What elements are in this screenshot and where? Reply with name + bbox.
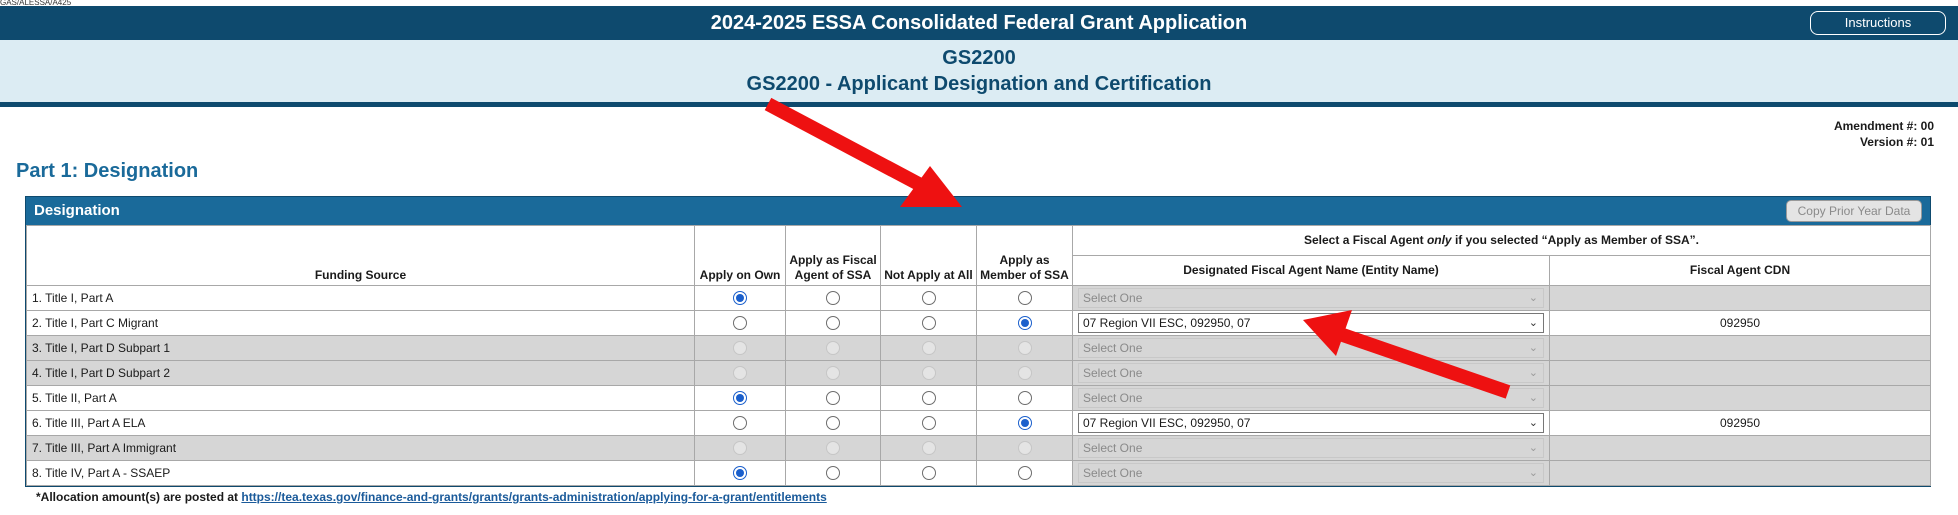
fiscal-agent-cdn-cell	[1550, 461, 1931, 486]
table-row	[27, 461, 1931, 486]
col-header-funding-source: Funding Source	[27, 226, 695, 286]
funding-source-cell: 1. Title I, Part A	[27, 286, 695, 311]
not-apply-radio	[922, 366, 936, 380]
apply-on-own-radio	[733, 366, 747, 380]
chevron-down-icon: ⌄	[1528, 342, 1538, 354]
allocation-footnote	[36, 490, 827, 504]
fiscal-agent-select-value: Select One	[1083, 466, 1143, 480]
col-header-fiscal-agent: Apply as Fiscal Agent of SSA	[786, 226, 881, 286]
schedule-title: GS2200 - Applicant Designation and Certification	[746, 73, 1212, 95]
fiscal-agent-select-value: Select One	[1083, 291, 1143, 305]
table-row	[27, 386, 1931, 411]
copy-prior-year-button[interactable]: Copy Prior Year Data	[1786, 200, 1922, 222]
designation-table	[26, 225, 1931, 486]
fiscal-agent-select-value: Select One	[1083, 391, 1143, 405]
col-header-apply-on-own: Apply on Own	[695, 226, 786, 286]
fiscal-agent-select	[1078, 388, 1544, 408]
fiscal-agent-select-value: Select One	[1083, 366, 1143, 380]
apply-on-own-radio	[733, 441, 747, 455]
fiscal-agent-cdn-cell	[1550, 336, 1931, 361]
not-apply-radio[interactable]	[922, 291, 936, 305]
schedule-code: GS2200	[942, 47, 1016, 69]
fiscal-agent-radio[interactable]	[826, 316, 840, 330]
part-heading: Part 1: Designation	[16, 160, 199, 182]
fiscal-agent-cdn-cell	[1550, 286, 1931, 311]
chevron-down-icon: ⌄	[1528, 417, 1538, 429]
fiscal-agent-select	[1078, 338, 1544, 358]
fiscal-agent-select-value: 07 Region VII ESC, 092950, 07	[1083, 416, 1251, 430]
apply-on-own-radio[interactable]	[733, 316, 747, 330]
member-ssa-radio	[1018, 441, 1032, 455]
fiscal-agent-select[interactable]	[1078, 313, 1544, 333]
fiscal-agent-select	[1078, 363, 1544, 383]
apply-on-own-radio	[733, 341, 747, 355]
not-apply-radio	[922, 441, 936, 455]
fiscal-agent-radio	[826, 366, 840, 380]
fiscal-agent-cdn-cell: 092950	[1550, 311, 1931, 336]
fiscal-agent-select	[1078, 438, 1544, 458]
version-number: Version #: 01	[1859, 135, 1934, 149]
apply-on-own-radio[interactable]	[733, 416, 747, 430]
apply-on-own-radio[interactable]	[733, 391, 747, 405]
table-row	[27, 286, 1931, 311]
funding-source-cell: 7. Title III, Part A Immigrant	[27, 436, 695, 461]
fiscal-agent-radio	[826, 341, 840, 355]
funding-source-cell: 5. Title II, Part A	[27, 386, 695, 411]
arrow-shaft	[768, 104, 930, 190]
member-ssa-radio[interactable]	[1018, 416, 1032, 430]
fiscal-agent-cdn-cell	[1550, 436, 1931, 461]
app-title: 2024-2025 ESSA Consolidated Federal Grant Application	[710, 12, 1248, 34]
fiscal-agent-cdn-cell	[1550, 386, 1931, 411]
fiscal-agent-radio	[826, 441, 840, 455]
amendment-number: Amendment #: 00	[1833, 119, 1934, 133]
funding-source-cell: 4. Title I, Part D Subpart 2	[27, 361, 695, 386]
member-ssa-radio[interactable]	[1018, 466, 1032, 480]
member-ssa-radio[interactable]	[1018, 391, 1032, 405]
chevron-down-icon: ⌄	[1528, 292, 1538, 304]
group-header-text-end: if you selected “Apply as Member of SSA”.	[1451, 233, 1700, 247]
designation-panel	[25, 196, 1931, 487]
member-ssa-radio	[1018, 366, 1032, 380]
fiscal-agent-radio[interactable]	[826, 391, 840, 405]
not-apply-radio	[922, 341, 936, 355]
col-header-agent-name: Designated Fiscal Agent Name (Entity Name)	[1073, 256, 1550, 286]
chevron-down-icon: ⌄	[1528, 317, 1538, 329]
amendment-info	[1834, 118, 1934, 150]
table-row	[27, 411, 1931, 436]
header-divider	[0, 102, 1958, 107]
member-ssa-radio[interactable]	[1018, 316, 1032, 330]
funding-source-cell: 3. Title I, Part D Subpart 1	[27, 336, 695, 361]
funding-source-cell: 2. Title I, Part C Migrant	[27, 311, 695, 336]
panel-title: Designation	[34, 202, 120, 219]
table-row	[27, 436, 1931, 461]
fiscal-agent-select	[1078, 288, 1544, 308]
chevron-down-icon: ⌄	[1528, 467, 1538, 479]
col-header-member-ssa: Apply as Member of SSA	[977, 226, 1073, 286]
fiscal-agent-cdn-cell	[1550, 361, 1931, 386]
fiscal-agent-select	[1078, 463, 1544, 483]
fiscal-agent-select[interactable]	[1078, 413, 1544, 433]
apply-on-own-radio[interactable]	[733, 466, 747, 480]
col-group-fiscal-agent	[1073, 226, 1931, 256]
breadcrumb: GAS/ALESSA/A425	[0, 0, 72, 6]
fiscal-agent-radio[interactable]	[826, 416, 840, 430]
not-apply-radio[interactable]	[922, 416, 936, 430]
not-apply-radio[interactable]	[922, 391, 936, 405]
table-row	[27, 311, 1931, 336]
panel-header	[26, 197, 1930, 225]
col-header-not-apply: Not Apply at All	[881, 226, 977, 286]
funding-source-cell: 8. Title IV, Part A - SSAEP	[27, 461, 695, 486]
table-row	[27, 361, 1931, 386]
not-apply-radio[interactable]	[922, 316, 936, 330]
chevron-down-icon: ⌄	[1528, 392, 1538, 404]
funding-source-cell: 6. Title III, Part A ELA	[27, 411, 695, 436]
fiscal-agent-radio[interactable]	[826, 466, 840, 480]
arrow-down-right-icon	[768, 104, 962, 207]
instructions-button[interactable]: Instructions	[1810, 11, 1946, 35]
fiscal-agent-cdn-cell: 092950	[1550, 411, 1931, 436]
app-header	[0, 6, 1958, 40]
group-header-emphasis: only	[1426, 233, 1452, 247]
member-ssa-radio[interactable]	[1018, 291, 1032, 305]
entitlements-link[interactable]: https://tea.texas.gov/finance-and-grants/grants/grants-administration/applying-for-a-grant/entitlements	[241, 490, 827, 504]
chevron-down-icon: ⌄	[1528, 367, 1538, 379]
member-ssa-radio	[1018, 341, 1032, 355]
footnote-text: *Allocation amount(s) are posted at	[36, 490, 242, 504]
col-header-agent-cdn: Fiscal Agent CDN	[1550, 256, 1931, 286]
not-apply-radio[interactable]	[922, 466, 936, 480]
group-header-text: Select a Fiscal Agent	[1304, 233, 1427, 247]
fiscal-agent-radio[interactable]	[826, 291, 840, 305]
chevron-down-icon: ⌄	[1528, 442, 1538, 454]
fiscal-agent-select-value: 07 Region VII ESC, 092950, 07	[1083, 316, 1251, 330]
fiscal-agent-select-value: Select One	[1083, 441, 1143, 455]
table-row	[27, 336, 1931, 361]
fiscal-agent-select-value: Select One	[1083, 341, 1143, 355]
apply-on-own-radio[interactable]	[733, 291, 747, 305]
schedule-header	[0, 40, 1958, 102]
